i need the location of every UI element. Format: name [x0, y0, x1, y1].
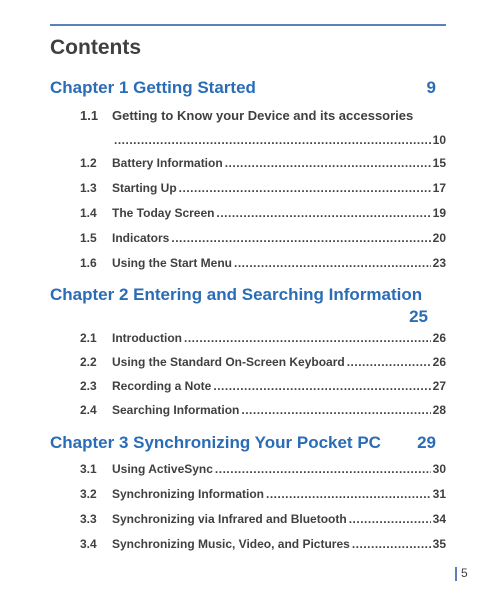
chapter-title: Chapter 1 Getting Started	[50, 78, 256, 97]
dot-leader	[352, 536, 431, 552]
entry-title: Using the Start Menu	[112, 256, 233, 270]
toc-entry-1-5[interactable]	[80, 230, 446, 246]
entry-number: 1.5	[80, 231, 97, 245]
entry-page: 15	[432, 156, 446, 170]
toc-entry-3-4[interactable]	[80, 536, 446, 552]
page-number-bar	[455, 567, 457, 581]
entry-number: 1.3	[80, 181, 97, 195]
dot-leader	[266, 486, 431, 502]
entry-page: 23	[432, 256, 446, 270]
entry-page: 31	[432, 487, 446, 501]
dot-leader	[347, 354, 431, 370]
entry-title: Starting Up	[112, 181, 177, 195]
entry-number: 2.3	[80, 379, 97, 393]
toc-entry-3-1[interactable]	[80, 461, 446, 477]
chapter-title: Chapter 3 Synchronizing Your Pocket PC	[50, 433, 381, 452]
toc-entry-1-4[interactable]	[80, 205, 446, 221]
dot-leader	[213, 378, 430, 394]
entry-page: 34	[432, 512, 446, 526]
dot-leader	[225, 155, 431, 171]
dot-leader	[216, 205, 430, 221]
entry-number: 2.2	[80, 355, 97, 369]
entry-page: 27	[432, 379, 446, 393]
entry-title: Using ActiveSync	[112, 462, 213, 476]
entry-page: 10	[432, 133, 446, 147]
dot-leader	[241, 402, 430, 418]
toc-entry-1-1[interactable]	[80, 108, 446, 154]
entry-page: 35	[432, 537, 446, 551]
entry-title: The Today Screen	[112, 206, 215, 220]
entry-number: 1.6	[80, 256, 97, 270]
entry-title: Searching Information	[112, 403, 240, 417]
chapter-3-heading[interactable]	[50, 433, 436, 453]
entry-title: Synchronizing Information	[112, 487, 264, 501]
entry-number: 3.4	[80, 537, 97, 551]
entry-number: 3.1	[80, 462, 97, 476]
header-rule	[50, 24, 446, 26]
page-title: Contents	[50, 36, 141, 59]
entry-number: 1.2	[80, 156, 97, 170]
entry-page: 20	[432, 231, 446, 245]
page-number: 5	[461, 566, 468, 580]
dot-leader	[179, 180, 431, 196]
chapter-title: Chapter 2 Entering and Searching Information	[50, 285, 423, 304]
entry-title: Synchronizing via Infrared and Bluetooth	[112, 512, 347, 526]
dot-leader	[114, 132, 431, 148]
toc-entry-2-3[interactable]	[80, 378, 446, 394]
toc-entry-1-3[interactable]	[80, 180, 446, 196]
chapter-1-heading[interactable]	[50, 78, 436, 98]
toc-entry-2-4[interactable]	[80, 402, 446, 418]
toc-entry-2-2[interactable]	[80, 354, 446, 370]
entry-title: Getting to Know your Device and its accessories	[112, 108, 414, 123]
entry-title: Using the Standard On-Screen Keyboard	[112, 355, 345, 369]
toc-entry-3-2[interactable]	[80, 486, 446, 502]
dot-leader	[215, 461, 431, 477]
entry-number: 1.1	[80, 108, 99, 123]
dot-leader	[184, 330, 431, 346]
entry-number: 3.3	[80, 512, 97, 526]
entry-number: 3.2	[80, 487, 97, 501]
toc-entry-1-2[interactable]	[80, 155, 446, 171]
entry-title: Synchronizing Music, Video, and Pictures	[112, 537, 350, 551]
entry-title: Indicators	[112, 231, 170, 245]
entry-title: Introduction	[112, 331, 182, 345]
chapter-page: 25	[409, 307, 428, 326]
chapter-2-heading[interactable]	[50, 285, 436, 326]
entry-title: Recording a Note	[112, 379, 212, 393]
toc-entry-2-1[interactable]	[80, 330, 446, 346]
dot-leader	[349, 511, 431, 527]
entry-page: 26	[432, 355, 446, 369]
dot-leader	[234, 255, 431, 271]
entry-page: 19	[432, 206, 446, 220]
entry-number: 2.1	[80, 331, 97, 345]
toc-entry-1-6[interactable]	[80, 255, 446, 271]
entry-page: 17	[432, 181, 446, 195]
chapter-page: 29	[417, 433, 436, 452]
entry-page: 30	[432, 462, 446, 476]
entry-number: 1.4	[80, 206, 97, 220]
entry-number: 2.4	[80, 403, 97, 417]
entry-page: 26	[432, 331, 446, 345]
entry-page: 28	[432, 403, 446, 417]
dot-leader	[171, 230, 430, 246]
toc-entry-3-3[interactable]	[80, 511, 446, 527]
entry-title: Battery Information	[112, 156, 223, 170]
chapter-page: 9	[426, 78, 436, 97]
